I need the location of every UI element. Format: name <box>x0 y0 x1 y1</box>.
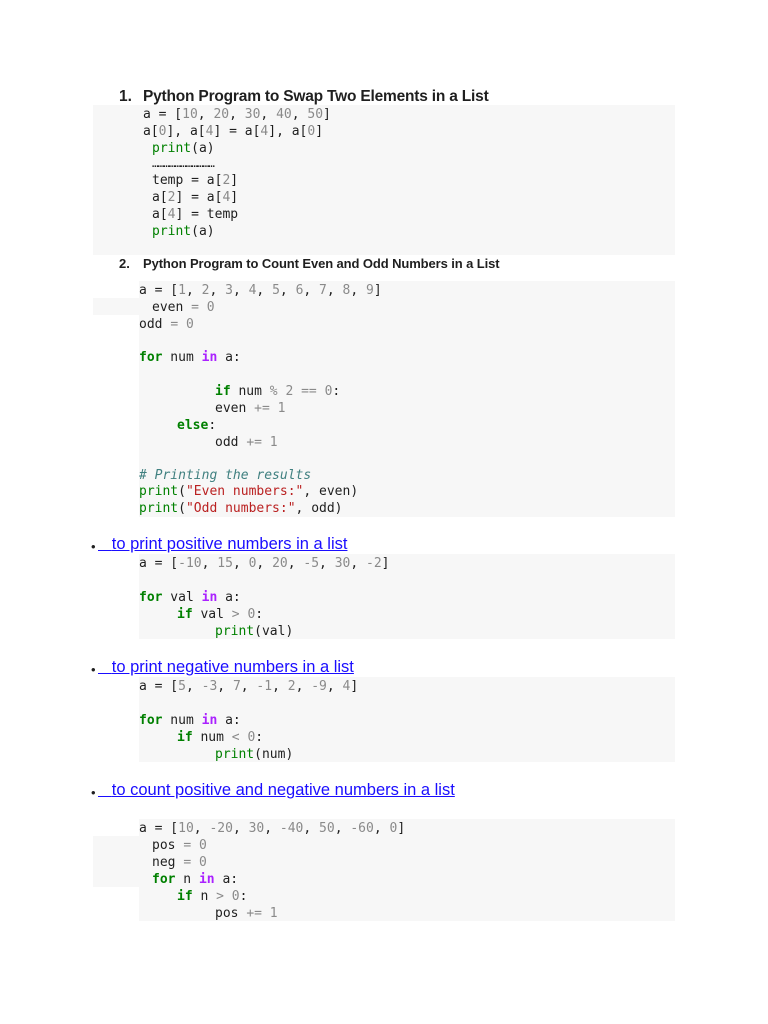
link-label[interactable]: to print negative numbers in a list <box>111 658 354 676</box>
code-line: a[0], a[4] = a[4], a[0] <box>143 124 324 139</box>
code-line: if num % 2 == 0: <box>215 384 341 399</box>
code-line: neg = 0 <box>152 855 207 870</box>
code-line: odd += 1 <box>215 435 278 450</box>
code-line: for n in a: <box>152 872 239 887</box>
separator-dots: …………………………… <box>152 157 214 170</box>
code-line: even += 1 <box>215 401 286 416</box>
section-1-number: 1. <box>119 88 132 105</box>
code-line: a = [-10, 15, 0, 20, -5, 30, -2] <box>139 556 390 571</box>
code-line: even = 0 <box>152 300 215 315</box>
code-line: if num < 0: <box>177 730 264 745</box>
code-line: for num in a: <box>139 350 241 365</box>
link-label[interactable]: to count positive and negative numbers in a list <box>111 781 455 799</box>
link-count-positive-negative[interactable] <box>98 781 455 800</box>
code-line: a[4] = temp <box>152 207 239 222</box>
link-positive-numbers[interactable] <box>98 535 347 554</box>
code-shade-tab <box>93 836 139 887</box>
code-line: a = [1, 2, 3, 4, 5, 6, 7, 8, 9] <box>139 283 382 298</box>
section-2-title: Python Program to Count Even and Odd Numbers in a List <box>143 256 500 271</box>
code-line: print(a) <box>152 224 215 239</box>
link-negative-numbers[interactable] <box>98 658 354 677</box>
code-line: else: <box>177 418 217 433</box>
code-line: for num in a: <box>139 713 241 728</box>
code-line: a = [10, -20, 30, -40, 50, -60, 0] <box>139 821 406 836</box>
code-line: print("Even numbers:", even) <box>139 484 359 499</box>
link-label[interactable]: to print positive numbers in a list <box>111 535 348 553</box>
code-line: print(num) <box>215 747 294 762</box>
code-line: print(val) <box>215 624 294 639</box>
code-line: for val in a: <box>139 590 241 605</box>
code-line: odd = 0 <box>139 317 194 332</box>
code-line: a = [5, -3, 7, -1, 2, -9, 4] <box>139 679 359 694</box>
bullet-icon: • <box>91 662 96 677</box>
bullet-icon: • <box>91 539 96 554</box>
code-line: print(a) <box>152 141 215 156</box>
code-line: a = [10, 20, 30, 40, 50] <box>143 107 331 122</box>
bullet-icon: • <box>91 785 96 800</box>
code-line: if n > 0: <box>177 889 248 904</box>
code-line: print("Odd numbers:", odd) <box>139 501 343 516</box>
section-1-title: Python Program to Swap Two Elements in a List <box>143 88 489 105</box>
code-line: pos = 0 <box>152 838 207 853</box>
code-line: a[2] = a[4] <box>152 190 239 205</box>
code-line: temp = a[2] <box>152 173 239 188</box>
code-line: if val > 0: <box>177 607 264 622</box>
code-shade-tab <box>93 298 139 315</box>
code-comment: # Printing the results <box>139 468 312 483</box>
section-2-number: 2. <box>119 256 130 271</box>
code-line: pos += 1 <box>215 906 278 921</box>
